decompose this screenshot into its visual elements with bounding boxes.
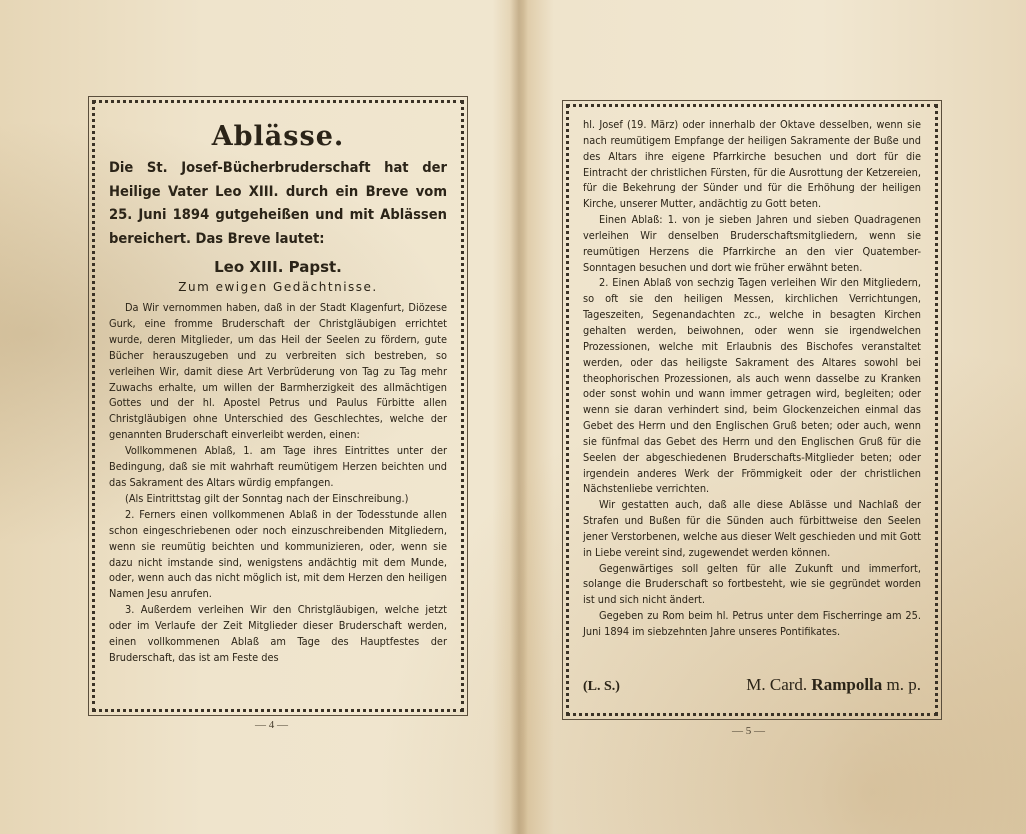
seal-mark: (L. S.) [583,679,620,694]
paragraph: Wir gestatten auch, daß alle diese Ablässe und Nachlaß der Strafen und Bußen für die Sünden auch fürbittweise den Seelen jener Verstorbenen, welche aus dieser Welt geschieden und mit Gott in Liebe vereint sind, zugewendet werden können. [583,498,921,559]
left-page-frame [92,100,464,712]
paragraph: (Als Eintrittstag gilt der Sonntag nach der Einschreibung.) [125,491,409,505]
signature-row [583,671,921,695]
paragraph: Einen Ablaß: 1. von je sieben Jahren und sieben Quadragenen verleihen Wir denselben Bruderschaftsmitgliedern, wenn sie reumütigen Herzens die Pfarrkirche an den vier Quatember-Sonntagen besuchen und dort wie früher erwähnt beten. [583,213,921,274]
paragraph: 2. Einen Ablaß von sechzig Tagen verleihen Wir den Mitgliedern, so oft sie den heiligen Messen, kirchlichen Verrichtungen, Tageszeiten, Segenandachten zc., welche in besagten Kirchen gehalten werden, beiwohnen, oder wenn sie irgendwelchen Prozessionen, welche mit Erlaubnis des Bischofes veranstaltet werden, oder das heiligste Sakrament des Altares sowohl bei theophorischen Prozessionen, als auch wenn dasselbe zu Kranken oder sonst wohin und wann immer getragen wird, begleiten; oder wenn sie daran verhindert sind, beim Glockenzeichen einmal das Gebet des Herrn und den Englischen Gruß beten; oder auch, wenn sie fünfmal das Gebet des Herrn und den Englischen Gruß für die Seelen der abgeschiedenen Bruderschafts-Mitglieder beten; oder irgendein anderes Werk der Frömmigkeit oder der christlichen Nächstenliebe verrichten. [583,276,921,496]
paragraph: Gegenwärtiges soll gelten für alle Zukunft und immerfort, solange die Bruderschaft so fortbesteht, wie sie gegründet worden ist und sich nicht ändert. [583,561,921,607]
left-body-text [109,300,447,666]
intro-paragraph: Die St. Josef-Bücherbruderschaft hat der Heilige Vater Leo XIII. durch ein Breve vom 25. Juni 1894 gutgeheißen und mit Ablässen bereichert. Das Breve lautet: [109,159,447,247]
right-page-frame [566,104,938,716]
signature-suffix: m. p. [886,675,921,694]
signature-name: Rampolla [811,675,883,694]
paragraph: Vollkommenen Ablaß, 1. am Tage ihres Eintrittes unter der Bedingung, daß sie mit wahrhaft reumütigem Herzen beichten und das Sakrament des Altars würdig empfangen. [109,444,447,489]
paragraph: 2. Ferners einen vollkommenen Ablaß in der Todesstunde allen schon eingeschriebenen oder noch einzuschreibenden Mitgliedern, wenn sie reumütig beichten und kommunizieren, oder, wenn sie dazu nicht imstande sind, wenigstens andächtig mit dem Munde, oder, wenn auch das nicht möglich ist, mit dem Herzen den heiligen Namen Jesu anrufen. [109,507,447,601]
page-number-left: — 4 — [255,719,288,731]
signature-prefix: M. Card. [746,675,808,694]
page-heading: Ablässe. [211,121,345,152]
left-page-content [109,113,447,699]
right-body-text [583,117,921,640]
breve-subtitle: Zum ewigen Gedächtnisse. [178,280,378,294]
page-gutter [510,0,528,834]
page-number-right: — 5 — [732,725,765,737]
right-page-content [583,117,921,703]
paragraph: hl. Josef (19. März) oder innerhalb der Oktave desselben, wenn sie nach reumütigem Empfange der heiligen Sakramente der Buße und des Altars ihre eigene Pfarrkirche besuchen und dort für die Eintracht der christlichen Fürsten, für die Ausrottung der Ketzereien, für die Bekehrung der Sünder und für die Erhöhung der heiligen Kirche, unserer Mutter, andächtig zu Gott beten. [583,118,921,211]
paragraph: Da Wir vernommen haben, daß in der Stadt Klagenfurt, Diözese Gurk, eine fromme Bruderschaft der Christgläubigen errichtet wurde, deren Mitglieder, um das Heil der Seelen zu fördern, gute Bücher herauszugeben und zu verbreiten sich bestreben, so verleihen Wir, damit diese Art Verbrüderung von Tag zu Tag mehr Zuwachs erhalte, um willen der Barmherzigkeit des allmächtigen Gottes und der hl. Apostel Petrus und Paulus Fürbitte allen Christgläubigen ohne Unterschied des Geschlechtes, welche der genannten Bruderschaft einverleibt werden, einen: [109,301,447,442]
breve-title: Leo XIII. Papst. [214,258,342,276]
paragraph: Gegeben zu Rom beim hl. Petrus unter dem Fischerringe am 25. Juni 1894 im siebzehnten Jahre unseres Pontifikates. [583,609,921,638]
paragraph: 3. Außerdem verleihen Wir den Christgläubigen, welche jetzt oder im Verlaufe der Zeit Mitglieder dieser Bruderschaft werden, einen vollkommenen Ablaß am Tage des Hauptfestes der Bruderschaft, das ist am Feste des [109,603,447,664]
signature [746,675,921,695]
